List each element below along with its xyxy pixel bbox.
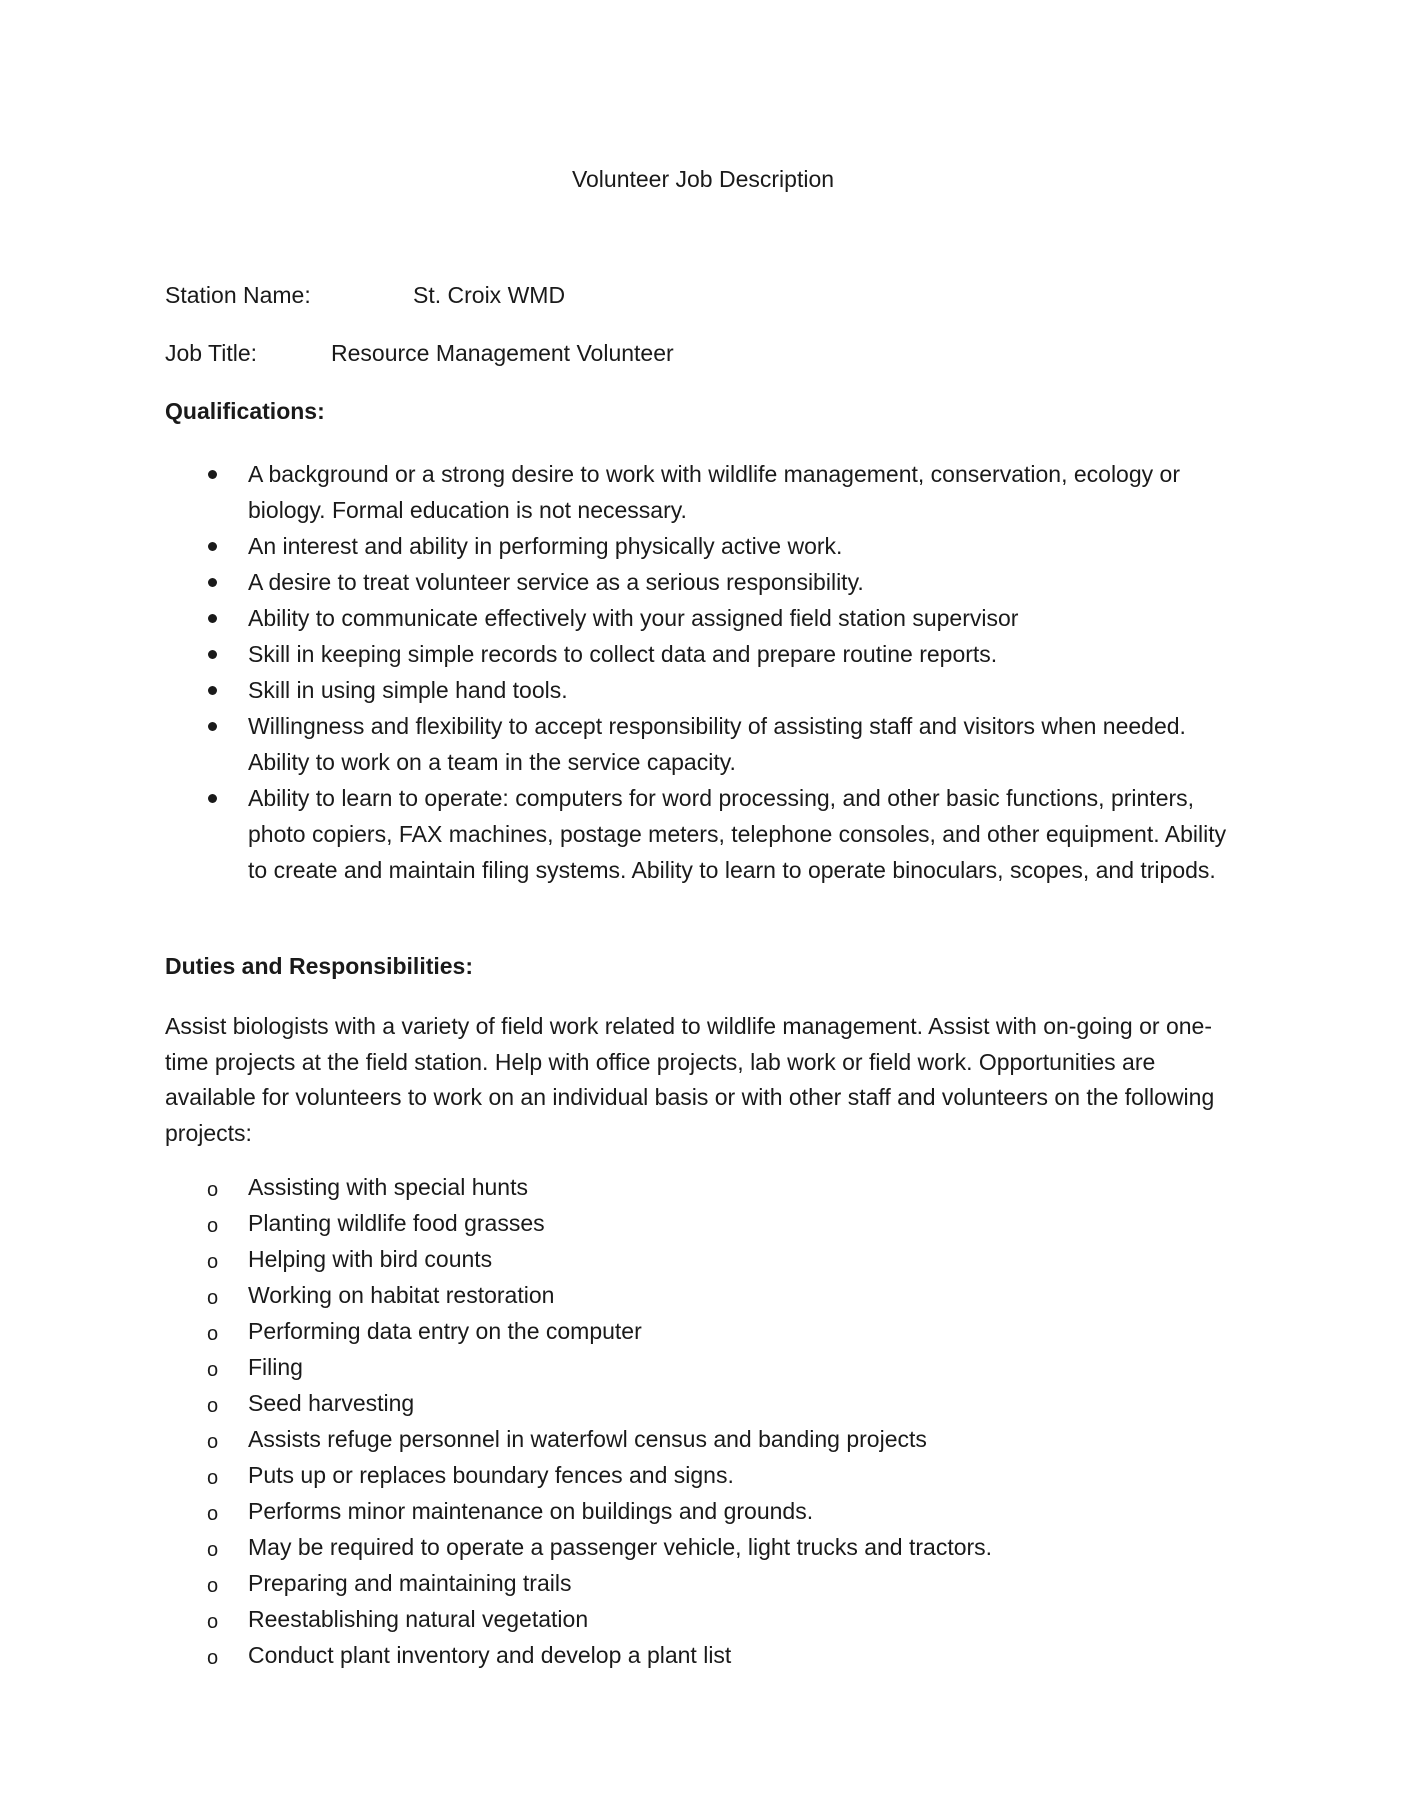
list-item: o Helping with bird counts — [207, 1246, 493, 1273]
circle-bullet-icon: o — [207, 1539, 219, 1561]
list-item: A desire to treat volunteer service as a serious responsibility. — [0, 564, 1228, 600]
list-item: A background or a strong desire to work with wildlife management, conservation, ecology or biology. Formal education is not necessary. — [0, 456, 1228, 528]
duties-heading: Duties and Responsibilities: — [165, 953, 473, 979]
list-item: Willingness and flexibility to accept responsibility of assisting staff and visitors when needed. Ability to work on a team in the service capacity. — [0, 708, 1228, 780]
station-name-label: Station Name: — [165, 282, 311, 308]
station-name-row — [165, 282, 566, 309]
qualifications-list — [0, 456, 1228, 888]
circle-bullet-icon: o — [207, 1575, 219, 1597]
list-item: Skill in keeping simple records to collect data and prepare routine reports. — [0, 636, 1228, 672]
list-item: Ability to communicate effectively with your assigned field station supervisor — [0, 600, 1228, 636]
circle-bullet-icon: o — [207, 1611, 219, 1633]
list-item: Skill in using simple hand tools. — [0, 672, 1228, 708]
bullet-icon — [208, 578, 217, 587]
list-item: o Working on habitat restoration — [207, 1282, 555, 1309]
list-item: o May be required to operate a passenger vehicle, light trucks and tractors. — [207, 1534, 993, 1561]
circle-bullet-icon: o — [207, 1251, 219, 1273]
list-item: o Performs minor maintenance on buildings and grounds. — [207, 1498, 814, 1525]
job-title-value: Resource Management Volunteer — [331, 340, 674, 366]
list-item: o Assisting with special hunts — [207, 1174, 528, 1201]
list-item: o Assists refuge personnel in waterfowl census and banding projects — [207, 1426, 927, 1453]
list-item: o Filing — [207, 1354, 303, 1381]
circle-bullet-icon: o — [207, 1395, 219, 1417]
circle-bullet-icon: o — [207, 1323, 219, 1345]
bullet-icon — [208, 470, 217, 479]
bullet-icon — [208, 650, 217, 659]
list-item: o Performing data entry on the computer — [207, 1318, 642, 1345]
circle-bullet-icon: o — [207, 1647, 219, 1669]
list-item: o Puts up or replaces boundary fences and signs. — [207, 1462, 734, 1489]
list-item: o Conduct plant inventory and develop a plant list — [207, 1642, 732, 1669]
job-title-label: Job Title: — [165, 340, 258, 366]
list-item: o Planting wildlife food grasses — [207, 1210, 545, 1237]
circle-bullet-icon: o — [207, 1431, 219, 1453]
bullet-icon — [208, 794, 217, 803]
list-item: An interest and ability in performing physically active work. — [0, 528, 1228, 564]
list-item: Ability to learn to operate: computers for word processing, and other basic functions, printers, photo copiers, FAX machines, postage meters, telephone consoles, and other equipment. Ability to create and maintain filing systems. Ability to learn to operate binoculars, scopes, and tripods. — [0, 780, 1228, 888]
bullet-icon — [208, 614, 217, 623]
duties-paragraph: Assist biologists with a variety of field work related to wildlife management. Assist with on-going or one-time projects at the field station. Help with office projects, lab work or field work. Opportunities are available for volunteers to work on an individual basis or with other staff and volunteers on the following projects: — [165, 1013, 1215, 1146]
circle-bullet-icon: o — [207, 1287, 219, 1309]
bullet-icon — [208, 722, 217, 731]
bullet-icon — [208, 542, 217, 551]
qualifications-heading: Qualifications: — [165, 398, 325, 424]
circle-bullet-icon: o — [207, 1467, 219, 1489]
job-title-row — [165, 340, 674, 367]
list-item: o Preparing and maintaining trails — [207, 1570, 572, 1597]
circle-bullet-icon: o — [207, 1179, 219, 1201]
circle-bullet-icon: o — [207, 1359, 219, 1381]
document-title: Volunteer Job Description — [571, 166, 835, 192]
projects-list — [0, 1169, 1228, 1673]
circle-bullet-icon: o — [207, 1503, 219, 1525]
station-name-value: St. Croix WMD — [413, 282, 566, 308]
list-item: o Reestablishing natural vegetation — [207, 1606, 589, 1633]
bullet-icon — [208, 686, 217, 695]
list-item: o Seed harvesting — [207, 1390, 415, 1417]
circle-bullet-icon: o — [207, 1215, 219, 1237]
